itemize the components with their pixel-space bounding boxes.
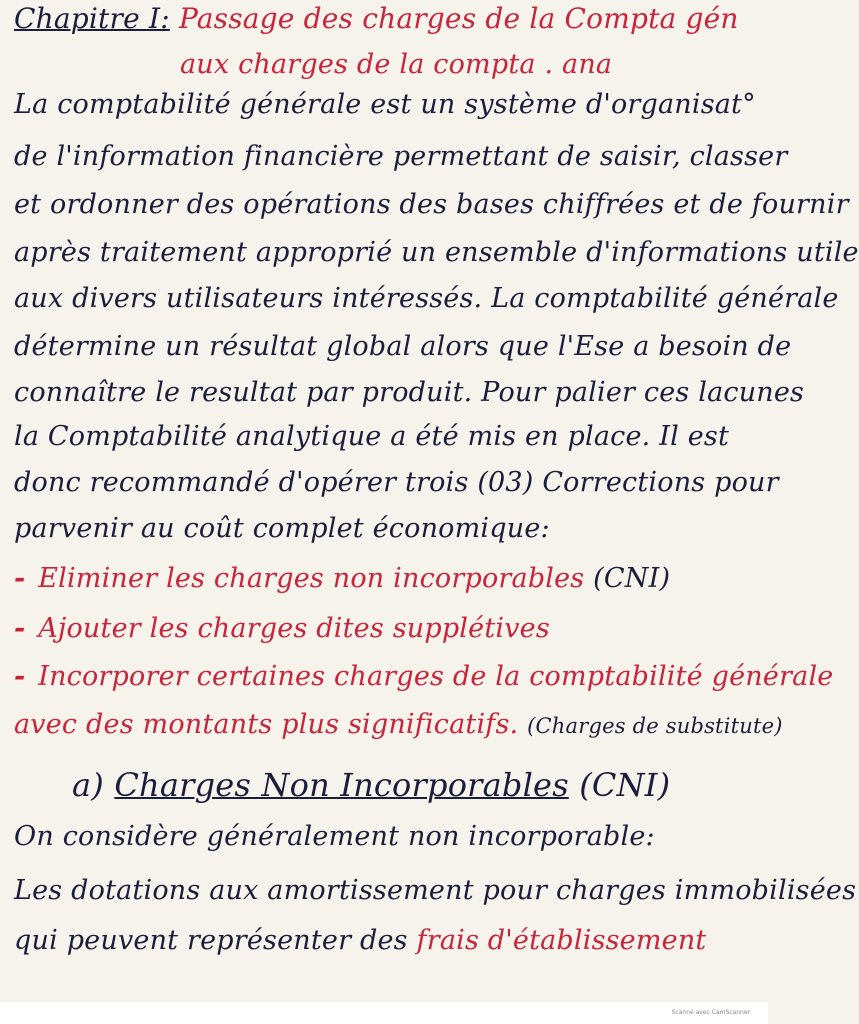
body-line-dark: qui peuvent représenter des: [14, 925, 408, 956]
bullet-item: [14, 612, 760, 646]
bullet-continuation: [14, 708, 783, 743]
bullet-marker: -: [14, 661, 26, 692]
bullet-item: [14, 562, 760, 596]
chapter-label: Chapitre I:: [14, 2, 170, 35]
section-heading: [72, 768, 760, 802]
chapter-title-line1: Passage des charges de la Compta gén: [178, 2, 739, 35]
bullet-text: Incorporer certaines charges de la comptabilité générale: [38, 661, 834, 692]
chapter-title-line2: aux charges de la compta . ana: [180, 49, 613, 80]
paragraph-line: donc recommandé d'opérer trois (03) Corrections pour: [14, 467, 779, 498]
body-line: [14, 924, 760, 958]
chapter-title: [14, 2, 760, 36]
paragraph-line: la Comptabilité analytique a été mis en place. Il est: [14, 421, 729, 452]
paragraph-line: La comptabilité générale est un système d'organisat°: [14, 89, 756, 120]
body-line: On considère généralement non incorporable:: [14, 821, 655, 852]
bullet-text: Eliminer les charges non incorporables: [38, 563, 585, 594]
body-line: Les dotations aux amortissement pour charges immobilisées: [14, 875, 857, 906]
bullet-continuation-note: (Charges de substitute): [527, 714, 783, 738]
paragraph-line: et ordonner des opérations des bases chiffrées et de fournir: [14, 189, 849, 220]
bullet-text: Ajouter les charges dites supplétives: [38, 613, 550, 644]
bullet-item: [14, 660, 834, 694]
paragraph-line: détermine un résultat global alors que l'Ese a besoin de: [14, 331, 792, 362]
paragraph-line: de l'information financière permettant de saisir, classer: [14, 141, 788, 172]
paragraph-line: connaître le resultat par produit. Pour palier ces lacunes: [14, 377, 805, 408]
section-suffix: (CNI): [579, 766, 671, 804]
bullet-continuation-text: avec des montants plus significatifs.: [14, 709, 519, 740]
section-marker: a): [72, 766, 104, 804]
section-title: Charges Non Incorporables: [114, 766, 569, 804]
bullet-marker: -: [14, 563, 26, 594]
paragraph-line: après traitement approprié un ensemble d'informations utile: [14, 237, 859, 268]
paragraph-line: parvenir au coût complet économique:: [14, 513, 550, 544]
bullet-marker: -: [14, 613, 26, 644]
body-line-red: frais d'établissement: [416, 925, 707, 956]
bullet-suffix: (CNI): [593, 563, 671, 594]
paragraph-line: aux divers utilisateurs intéressés. La comptabilité générale: [14, 283, 839, 314]
scanner-footer: Scanné avec CamScanner: [671, 1009, 750, 1016]
scan-border: [0, 1002, 768, 1024]
